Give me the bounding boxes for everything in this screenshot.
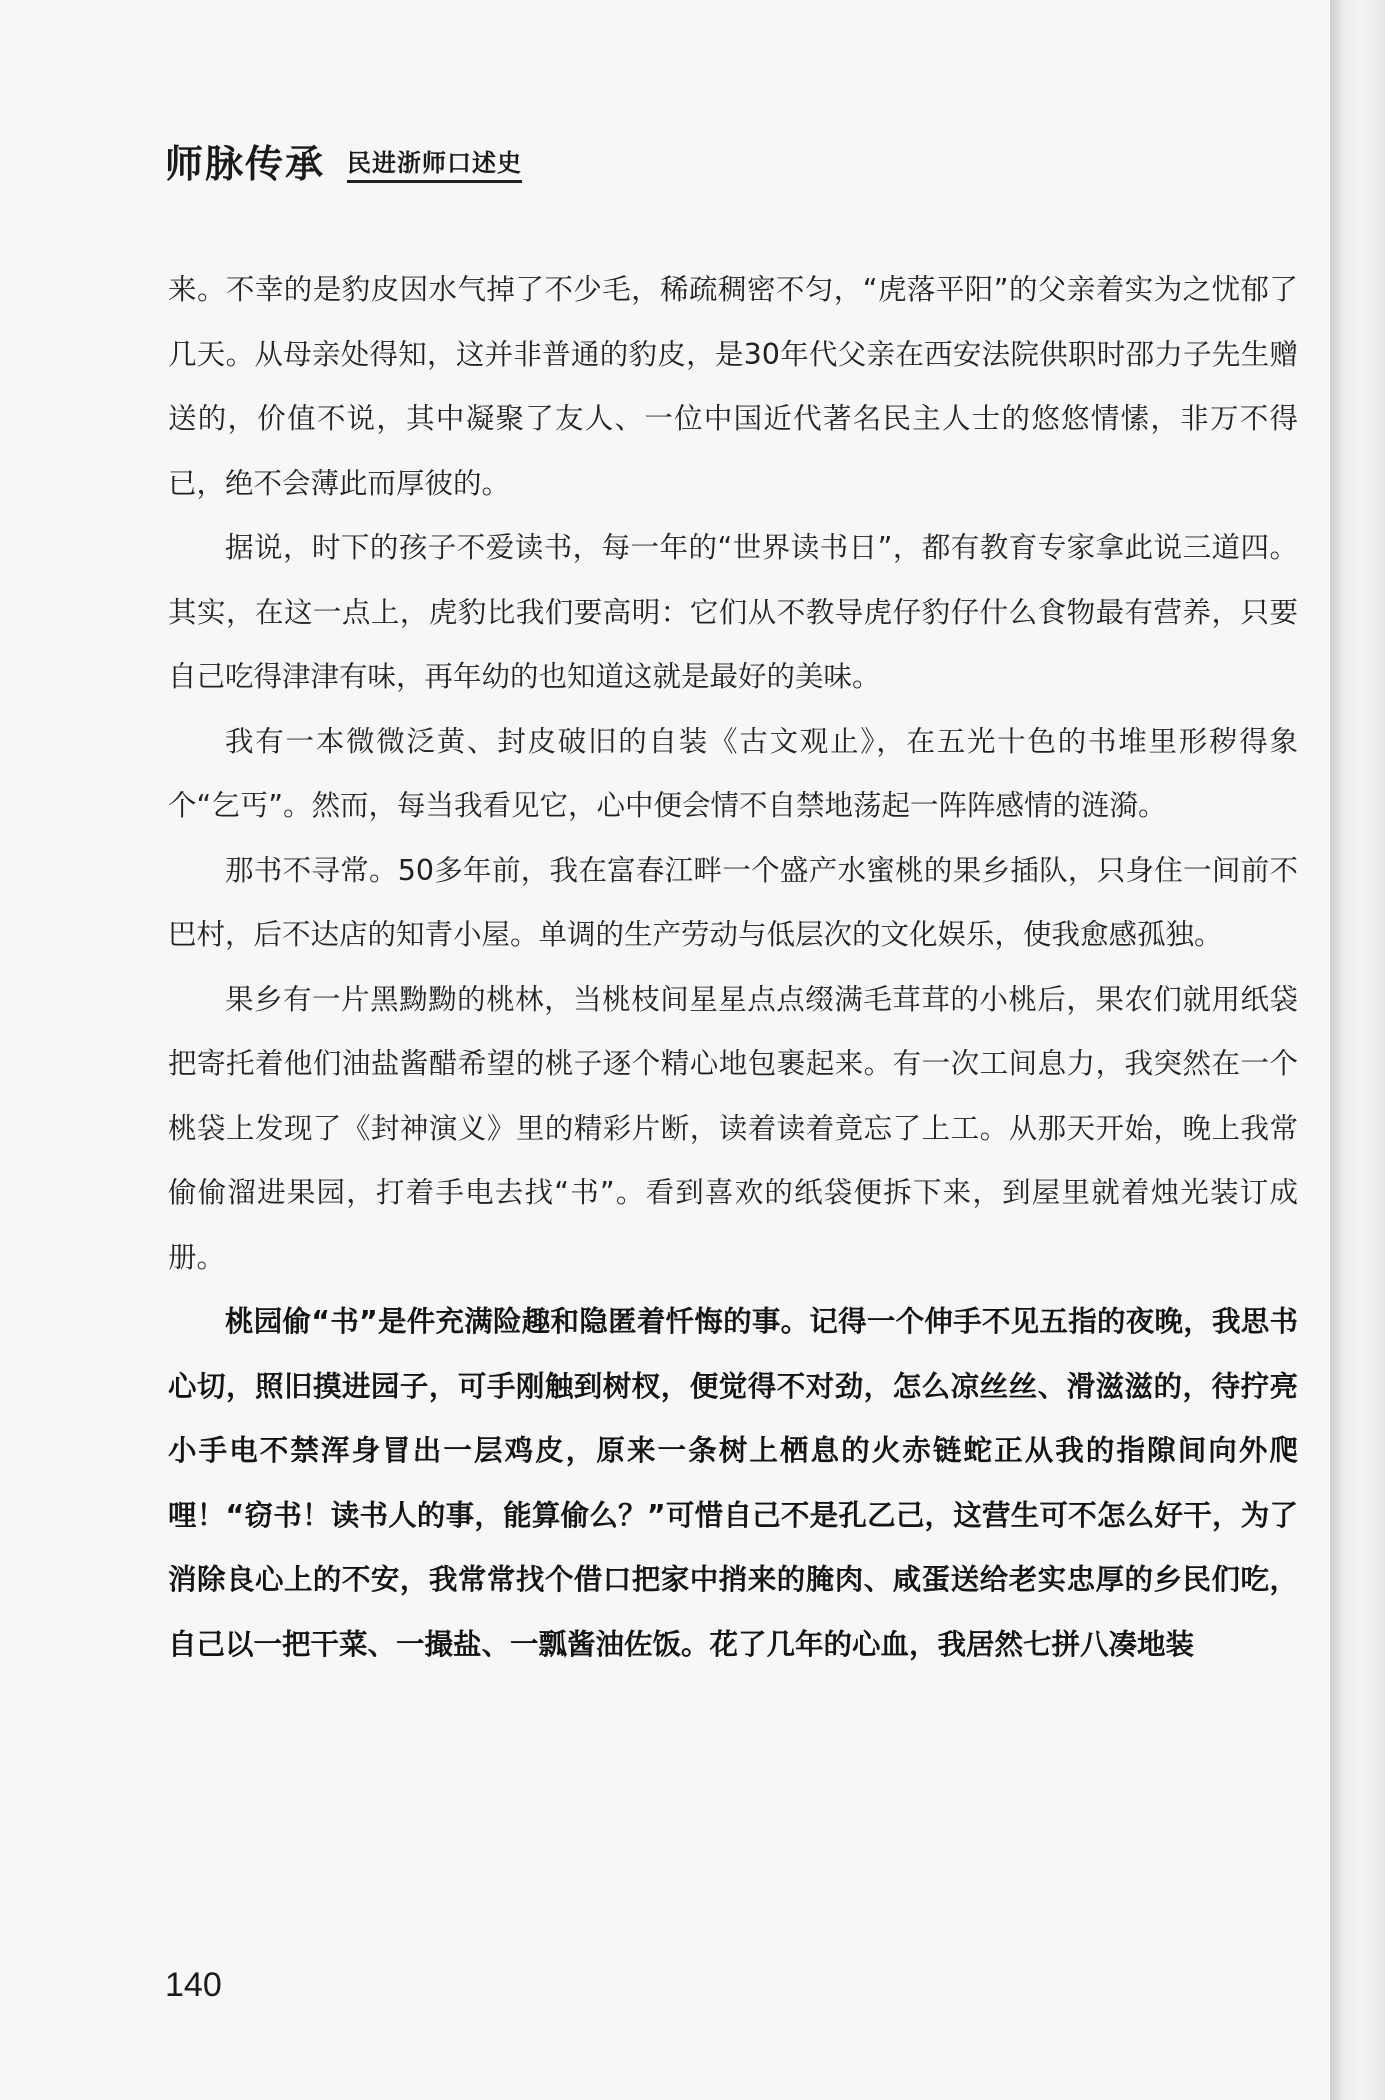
- paragraph: 果乡有一片黑黝黝的桃林，当桃枝间星星点点缀满毛茸茸的小桃后，果农们就用纸袋把寄托着他们油盐酱醋希望的桃子逐个精心地包裹起来。有一次工间息力，我突然在一个桃袋上发现了《封神演义》里的精彩片断，读着读着竟忘了上工。从那天开始，晚上我常偷偷溜进果园，打着手电去找“书”。看到喜欢的纸袋便拆下来，到屋里就着烛光装订成册。: [168, 982, 1298, 1274]
- paragraph: 我有一本微微泛黄、封皮破旧的自装《古文观止》，在五光十色的书堆里形秽得象个“乞丐”。然而，每当我看见它，心中便会情不自禁地荡起一阵阵感情的涟漪。: [168, 724, 1298, 822]
- running-header: [165, 141, 523, 186]
- series-title: 师脉传承: [165, 141, 326, 186]
- page-edge-shadow: [1330, 0, 1385, 2100]
- paragraph: 那书不寻常。50多年前，我在富春江畔一个盛产水蜜桃的果乡插队，只身住一间前不巴村，后不达店的知青小屋。单调的生产劳动与低层次的文化娱乐，使我愈感孤独。: [168, 853, 1298, 951]
- page-number: 140: [165, 1966, 222, 2004]
- series-subtitle: 民进浙师口述史: [347, 150, 522, 183]
- paragraph: 据说，时下的孩子不爱读书，每一年的“世界读书日”，都有教育专家拿此说三道四。其实，在这一点上，虎豹比我们要高明：它们从不教导虎仔豹仔什么食物最有营养，只要自己吃得津津有味，再年幼的也知道这就是最好的美味。: [168, 531, 1298, 693]
- paragraph: 来。不幸的是豹皮因水气掉了不少毛，稀疏稠密不匀，“虎落平阳”的父亲着实为之忧郁了几天。从母亲处得知，这并非普通的豹皮，是30年代父亲在西安法院供职时邵力子先生赠送的，价值不说，其中凝聚了友人、一位中国近代著名民主人士的悠悠情愫，非万不得已，绝不会薄此而厚彼的。: [168, 273, 1298, 500]
- paragraph: 桃园偷“书”是件充满险趣和隐匿着忏悔的事。记得一个伸手不见五指的夜晚，我思书心切，照旧摸进园子，可手刚触到树杈，便觉得不对劲，怎么凉丝丝、滑滋滋的，待拧亮小手电不禁浑身冒出一层鸡皮，原来一条树上栖息的火赤链蛇正从我的指隙间向外爬哩！“窃书！读书人的事，能算偷么？”可惜自己不是孔乙己，这营生可不怎么好干，为了消除良心上的不安，我常常找个借口把家中捎来的腌肉、咸蛋送给老实忠厚的乡民们吃，自己以一把干菜、一撮盐、一瓢酱油佐饭。花了几年的心血，我居然七拼八凑地装: [168, 1305, 1298, 1661]
- body-text: [168, 258, 1298, 1677]
